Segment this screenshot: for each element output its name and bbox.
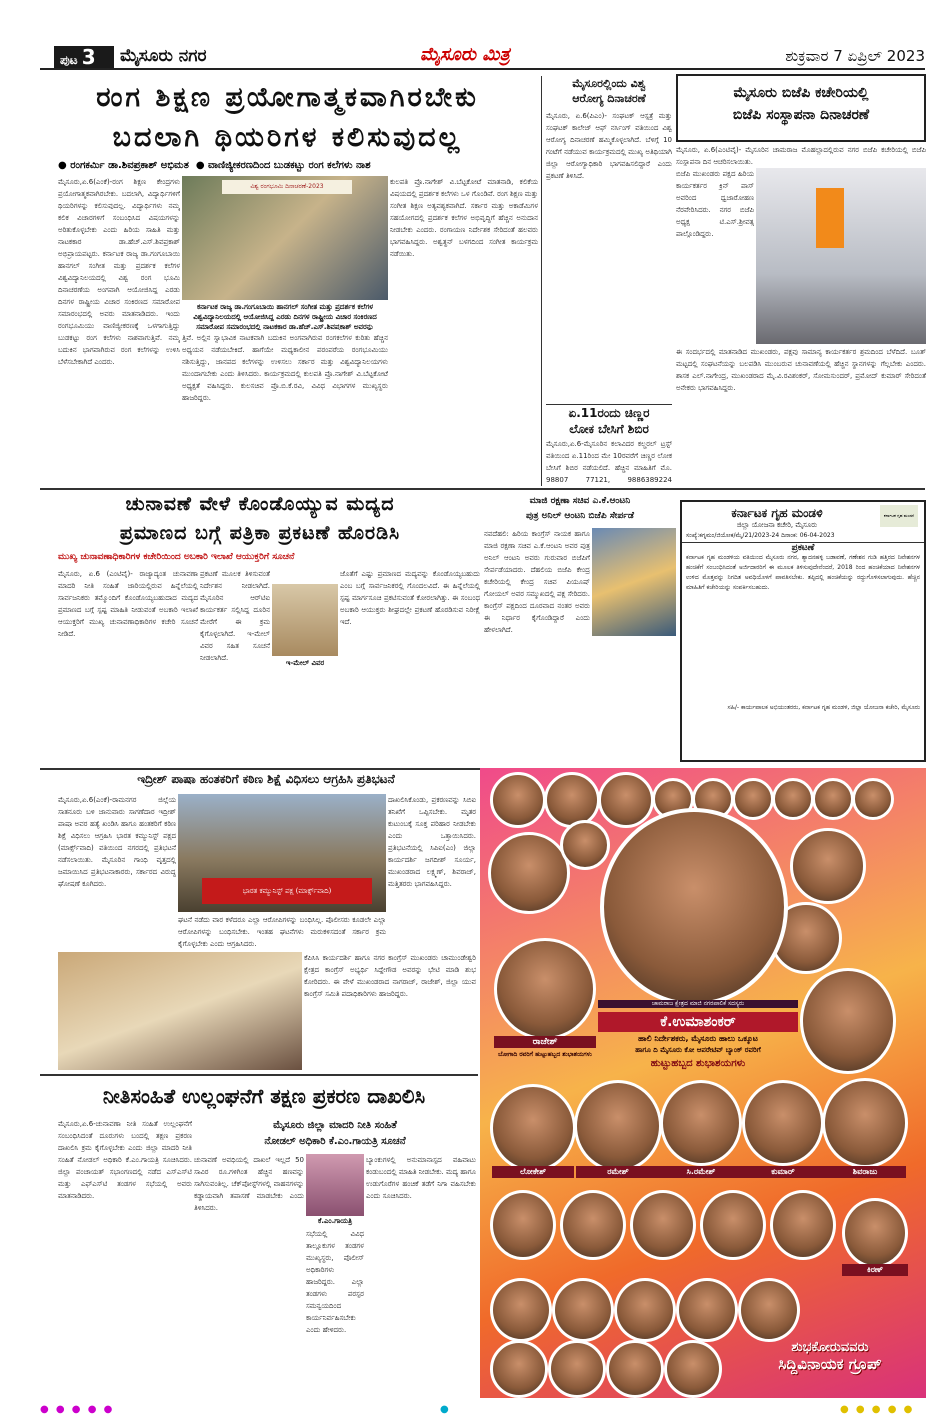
- leader-photo-10: [488, 832, 570, 914]
- leader-photo-11: [560, 820, 610, 870]
- liquor-column-2: ಪ್ರಕಟಣೆ ಮೂಲಕ ತಿಳಿಸುವಂತೆ ನಿರ್ದೇಶನ ನೀಡಲಾಗಿದೆ. ಮೈಸೂರಿನ ಆರ್‌ಟಿಐ ಕಾರ್ಯಕರ್ತ ಸಲ್ಲಿಸಿದ್ದ ದೂರಿನ ಮೇರೆಗೆ ಈ ಕ್ರಮ ಕೈಗೊಳ್ಳಲಾಗಿದೆ. ಇ-ಮೇಲ್ ವಿವರ ಸಹಿತ ಸೂಚನೆ ನೀಡಲಾಗಿದೆ.: [200, 570, 270, 662]
- bjp-intro: ಮೈಸೂರು, ಏ.6(ಎಂಟಿವೈ)- ಮೈಸೂರಿನ ಚಾಮರಾಜ ಮೊಹಲ್ಲಾದಲ್ಲಿರುವ ನಗರ ಬಿಜೆಪಿ ಕಚೇರಿಯಲ್ಲಿ ಬಿಜೆಪಿ ಸಂಸ್ಥಾಪನಾ ದಿನ ಆಚರಿಸಲಾಯಿತು.: [676, 146, 926, 166]
- housing-office: ಜಿಲ್ಲಾ ಯೋಜನಾ ಕಚೇರಿ, ಮೈಸೂರು: [736, 521, 818, 529]
- code-column-1: ಮೈಸೂರು,ಏ.6-ಚುನಾವಣಾ ನೀತಿ ಸಂಹಿತೆ ಉಲ್ಲಂಘನೆಗೆ ಸಂಬಂಧಿಸಿದಂತೆ ದೂರುಗಳು ಬಂದಲ್ಲಿ ತಕ್ಷಣ ಪ್ರಕರಣ ದಾಖಲಿಸಿ ಕ್ರಮ ಕೈಗೊಳ್ಳಬೇಕು ಎಂದು ಜಿಲ್ಲಾ ಮಾದರಿ ನೀತಿ ಸಂಹಿತೆ ನೋಡಲ್ ಅಧಿಕಾರಿ ಕೆ.ಎಂ.ಗಾಯತ್ರಿ ಸೂಚಿಸಿದರು. ಜಿಲ್ಲಾ ಪಂಚಾಯತ್ ಸಭಾಂಗಣದಲ್ಲಿ ನಡೆದ ಎಸ್‌ಎಸ್‌ಟಿ ಮತ್ತು ಎಫ್‌ಎಸ್‌ಟಿ ತಂಡಗಳ ಸಭೆಯಲ್ಲಿ ಅವರು ಮಾತನಾಡಿದರು.: [58, 1120, 192, 1200]
- lead-column-1: ಮೈಸೂರು,ಏ.6(ಎಂಕೆ)-ರಂಗ ಶಿಕ್ಷಣ ಕೇಂದ್ರಗಳು ಪ್ರಯೋಗಾತ್ಮಕವಾಗಿರಬೇಕು. ಬದಲಾಗಿ, ವಿದ್ಯಾರ್ಥಿಗಳಿಗೆ ಥಿಯರಿಗಳನ್ನು ಕಲಿಸುವುದಲ್ಲ. ವಿದ್ಯಾರ್ಥಿಗಳು ನಮ್ಮ ಕಲಿಕ ವಿಚಾರಗಳಿಗೆ ಸಂಬಂಧಿಸಿದ ವಿಷಯಗಳನ್ನು ಅರಿತುಕೊಳ್ಳಬೇಕು ಎಂದು ಹಿರಿಯ ಸಾಹಿತಿ ಮತ್ತು ನಾಟಕಕಾರ ಡಾ.ಹೆಚ್.ಎಸ್.ಶಿವಪ್ರಕಾಶ್ ಅಭಿಪ್ರಾಯಪಟ್ಟರು. ಕರ್ನಾಟಕ ರಾಜ್ಯ ಡಾ.ಗಂಗೂಬಾಯಿ ಹಾನಗಲ್ ಸಂಗೀತ ಮತ್ತು ಪ್ರದರ್ಶಕ ಕಲೆಗಳ ವಿಶ್ವವಿದ್ಯಾನಿಲಯದಲ್ಲಿ ವಿಶ್ವ ರಂಗ ಭೂಮಿ ದಿನಾಚರಣೆಯ ಅಂಗವಾಗಿ ಆಯೋಜಿಸಿದ್ದ ಎರಡು ದಿನಗಳ ರಾಷ್ಟ್ರೀಯ ವಿಚಾರ ಸಂಕಿರಣದ ಸಮಾರೋಪ ಸಮಾರಂಭದಲ್ಲಿ ಅವರು ಮಾತನಾಡಿದರು. ಇಂದು ರಂಗಭೂಮಿಯು ವಾಣಿಜ್ಯೀಕರಣಕ್ಕೆ ಒಳಗಾಗುತ್ತಿದ್ದು ಬುಡಕಟ್ಟು ರಂಗ ಕಲೆಗಳು ನಾಶವಾಗುತ್ತಿವೆ. ನಮ್ಮ ಬದುಕಿನ ಭಾಗವಾಗಿರುವ ರಂಗ ಕಲೆಗಳನ್ನು ಉಳಿಸಿ ಬೆಳೆಸಬೇಕಾಗಿದೆ ಎಂದರು.: [58, 178, 180, 366]
- protest-banner: ಭಾರತ ಕಮ್ಯುನಿಸ್ಟ್ ಪಕ್ಷ (ಮಾರ್ಕ್ಸ್‌ವಾದಿ): [202, 878, 372, 904]
- lokesh-name: ಲೋಕೇಶ್: [492, 1166, 574, 1178]
- c-ramesh-photo: [660, 1080, 742, 1166]
- supporter-photo-c1: [490, 1340, 548, 1398]
- leader-photo-1: [490, 772, 546, 828]
- c-ramesh-name: ಸಿ.ರಮೇಶ್: [660, 1166, 742, 1178]
- supporter-photo-right: [800, 968, 896, 1074]
- leader-photo-8: [812, 778, 854, 820]
- health-day-title: [546, 76, 672, 108]
- leader-photo-7: [772, 778, 814, 820]
- registration-marks-right: ● ● ● ● ●: [840, 1404, 915, 1415]
- main-person-name: ಕೆ.ಉಮಾಶಂಕರ್: [598, 1012, 798, 1032]
- birthday-advertisement: [480, 768, 926, 1398]
- protest-headline: ಇದ್ರೀಶ್ ಪಾಷಾ ಹಂತಕರಿಗೆ ಕಠಿಣ ಶಿಕ್ಷೆ ವಿಧಿಸಲು ಆಗ್ರಹಿಸಿ ಪ್ರತಿಭಟನೆ: [137, 772, 395, 786]
- supporter-photo-c3: [606, 1340, 664, 1398]
- bjp-title-line2: ಬಿಜೆಪಿ ಸಂಸ್ಥಾಪನಾ ದಿನಾಚರಣೆ: [732, 107, 870, 123]
- shivaraju-photo: [822, 1078, 908, 1168]
- protest-column-1: ಮೈಸೂರು,ಏ.6(ಎಂಕೆ)-ರಾಮನಗರ ಜಿಲ್ಲೆಯ ಸಾತನೂರು ಬಳಿ ಜಾನುವಾರು ಸಾಗಣೆದಾರ ಇದ್ರೀಶ್ ಪಾಷಾ ಅವರ ಹತ್ಯೆ ಖಂಡಿಸಿ ಹಾಗೂ ಹಂತಕರಿಗೆ ಕಠಿಣ ಶಿಕ್ಷೆ ವಿಧಿಸಲು ಆಗ್ರಹಿಸಿ ಭಾರತ ಕಮ್ಯುನಿಸ್ಟ್ ಪಕ್ಷದ (ಮಾರ್ಕ್ಸ್‌ವಾದಿ) ವತಿಯಿಂದ ನಗರದಲ್ಲಿ ಪ್ರತಿಭಟನೆ ನಡೆಸಲಾಯಿತು. ಮೈಸೂರಿನ ಗಾಂಧಿ ವೃತ್ತದಲ್ಲಿ ಜಮಾಯಿಸಿದ ಪ್ರತಿಭಟನಾಕಾರರು, ಸರ್ಕಾರದ ವಿರುದ್ಧ ಘೋಷಣೆ ಕೂಗಿದರು.: [58, 796, 176, 888]
- liquor-subhead: ಮುಖ್ಯ ಚುನಾವಣಾಧಿಕಾರಿಗಳ ಕಚೇರಿಯಿಂದ ಅಬಕಾರಿ ಇಲಾಖೆ ಆಯುಕ್ತರಿಗೆ ಸೂಚನೆ: [58, 552, 295, 562]
- protest-photo: [178, 794, 386, 912]
- leader-photo-2: [544, 772, 600, 828]
- kumar-photo: [742, 1080, 824, 1166]
- greeting-from-label: ಶುಭಕೋರುವವರು: [791, 1340, 869, 1355]
- lead-column-3: ಕುಲಪತಿ ಪ್ರೊ.ನಾಗೇಶ್ ವಿ.ಬೆಟ್ಟಕೋಟೆ ಮಾತನಾಡಿ, ಕಲಿಕೆಯ ವಿಷಯದಲ್ಲಿ ಪ್ರದರ್ಶಕ ಕಲೆಗಳು ಒಳ ಗೊಂಡಿವೆ. ರಂಗ ಶಿಕ್ಷಣ ಮತ್ತು ಸಂಗೀತ ಶಿಕ್ಷಣ ಅತ್ಯವಶ್ಯಕವಾಗಿದೆ. ಸರ್ಕಾರ ಮತ್ತು ಅಕಾಡೆಮಿಗಳ ಸಹಯೋಗದಲ್ಲಿ ಪ್ರದರ್ಶಕ ಕಲೆಗಳ ಅಭಿವೃದ್ಧಿಗೆ ಹೆಚ್ಚಿನ ಅನುದಾನ ನೀಡಬೇಕು ಎಂದರು. ರಂಗಾಯಣ ನಿರ್ದೇಶಕ ಸೇರಿದಂತೆ ಹಲವರು ಭಾಗವಹಿಸಿದ್ದರು. ಅಶ್ವತ್ಥನ್ ಬಳಗದಿಂದ ಸಂಗೀತ ಕಾರ್ಯಕ್ರಮ ನಡೆಯಿತು.: [390, 178, 538, 258]
- supporter-photo-a4: [700, 1190, 766, 1260]
- supporter-photo-a1: [490, 1190, 556, 1260]
- page-number-box: [54, 46, 114, 68]
- lead-sub1: ರಂಗಕರ್ಮಿ ಡಾ.ಶಿವಪ್ರಕಾಶ್ ಅಭಿಮತ: [70, 160, 189, 171]
- shivaraju-name: ಶಿವರಾಜು: [824, 1166, 906, 1178]
- rajesh-greeting: ಬೋಗಾದಿ ರವರಿಗೆ ಹುಟ್ಟುಹಬ್ಬದ ಶುಭಾಶಯಗಳು: [498, 1051, 592, 1058]
- supporter-photo-b5: [738, 1278, 800, 1342]
- camp-body: ಮೈಸೂರು,ಏ.6-ಮೈಸೂರಿನ ಕಲಾವಿದರ ಕಲ್ಚರಲ್ ಟ್ರಸ್ಟ್ ವತಿಯಿಂದ ಏ.11ರಿಂದ ಮೇ 10ರವರೆಗೆ ಚಿಣ್ಣರ ಲೋಕ ಬೇಸಿಗೆ ಶಿಬಿರ ನಡೆಯಲಿದೆ. ಹೆಚ್ಚಿನ ಮಾಹಿತಿಗೆ ಮೊ. 98807 77121, 9886389224: [546, 440, 672, 484]
- kpcc-body: ಕೆಪಿಸಿಸಿ ಕಾರ್ಯದರ್ಶಿ ಹಾಗೂ ನಗರ ಕಾಂಗ್ರೆಸ್ ಮುಖಂಡರು ಚಾಮುಂಡೇಶ್ವರಿ ಕ್ಷೇತ್ರದ ಕಾಂಗ್ರೆಸ್ ಅಭ್ಯರ್ಥಿ ಸಿದ್ದೇಗೌಡ ಅವರನ್ನು ಭೇಟಿ ಮಾಡಿ ಶುಭ ಕೋರಿದರು. ಈ ವೇಳೆ ಮುಖಂಡರಾದ ನಾಗರಾಜ್, ರಾಜೇಶ್, ಜಿಲ್ಲಾ ಯುವ ಕಾಂಗ್ರೆಸ್ ಸಮಿತಿ ಪದಾಧಿಕಾರಿಗಳು ಹಾಜರಿದ್ದರು.: [304, 954, 476, 998]
- ramesh-photo: [574, 1080, 662, 1172]
- lokesh-photo: [490, 1084, 576, 1172]
- masthead: ಮೈಸೂರು ಮಿತ್ರ: [420, 44, 510, 65]
- section-name: ಮೈಸೂರು ನಗರ: [120, 46, 207, 66]
- lead-photo-banner: ವಿಶ್ವ ರಂಗಭೂಮಿ ದಿನಾಚರಣೆ-2023: [222, 180, 352, 194]
- lead-sub2: ವಾಣಿಜ್ಯೀಕರಣದಿಂದ ಬುಡಕಟ್ಟು ರಂಗ ಕಲೆಗಳು ನಾಶ: [208, 160, 371, 171]
- lead-column-2: ತ್ತಿವೆ. ಅಲ್ಲಿನ ಸ್ವಾಭಾವಿಕ ನಾಟಕವಾಗಿ ಬದುಕಿನ ಅಂಗವಾಗಿರುವ ರಂಗಕಲೆಗಳ ಕುರಿತು ಹೆಚ್ಚಿನ ಅಧ್ಯಯನ ನಡೆಯಬೇಕಿದೆ. ಹಾಗೆಯೇ ಮಧ್ಯಕಾಲೀನ ಪರಂಪರೆಯ ರಂಗಭೂಮಿಯು ನಶಿಸುತ್ತಿದ್ದು, ಜಾನಪದ ಕಲೆಗಳನ್ನು ಉಳಿಸಲು ಸರ್ಕಾರ ಮತ್ತು ವಿಶ್ವವಿದ್ಯಾನಿಲಯಗಳು ಮುಂದಾಗಬೇಕು ಎಂದು ತಿಳಿಸಿದರು. ಕಾರ್ಯಕ್ರಮದಲ್ಲಿ ಕುಲಪತಿ ಪ್ರೊ.ನಾಗೇಶ್ ವಿ.ಬೆಟ್ಟಕೋಟೆ ಅಧ್ಯಕ್ಷತೆ ವಹಿಸಿದ್ದರು. ಕುಲಸಚಿವ ಪ್ರೊ.ಬಿ.ಕೆ.ರವಿ, ವಿವಿಧ ವಿಭಾಗಗಳ ಮುಖ್ಯಸ್ಥರು ಹಾಜರಿದ್ದರು.: [182, 334, 388, 402]
- liquor-photo-caption: ಇ-ಮೇಲ್ ವಿವರ: [285, 659, 325, 667]
- lead-headline-line1: ರಂಗ ಶಿಕ್ಷಣ ಪ್ರಯೋಗಾತ್ಮಕವಾಗಿರಬೇಕು: [96, 82, 479, 113]
- leader-photo-3: [598, 772, 654, 828]
- antony-title-line1: ಮಾಜಿ ರಕ್ಷಣಾ ಸಚಿವ ಎ.ಕೆ.ಆಂಟನಿ: [529, 496, 631, 506]
- lead-headline: [40, 78, 535, 164]
- lead-headline-line2: ಬದಲಾಗಿ ಥಿಯರಿಗಳ ಕಲಿಸುವುದಲ್ಲ: [112, 122, 463, 153]
- camp-title-line1: ಏ.11ರಂದು ಚಿಣ್ಣರ: [568, 406, 650, 420]
- ramesh-name: ರಮೇಶ್: [576, 1166, 660, 1178]
- code-headline: ನೀತಿಸಂಹಿತೆ ಉಲ್ಲಂಘನೆಗೆ ತಕ್ಷಣ ಪ್ರಕರಣ ದಾಖಲಿಸಿ: [102, 1084, 426, 1108]
- birthday-greeting: ಹುಟ್ಟುಹಬ್ಬದ ಶುಭಾಶಯಗಳು: [650, 1058, 746, 1069]
- antony-photo: [592, 528, 676, 636]
- main-role-line1: ಚಾಮರಾಜ ಕ್ಷೇತ್ರದ ಮಾಜಿ ನಗರಪಾಲಿಕೆ ಸದಸ್ಯರು: [598, 1000, 798, 1008]
- code-column-3: ಸಭೆಯಲ್ಲಿ ವಿವಿಧ ತಾಲ್ಲೂಕುಗಳ ತಂಡಗಳ ಮುಖ್ಯಸ್ಥರು, ಪೊಲೀಸ್ ಅಧಿಕಾರಿಗಳು ಹಾಜರಿದ್ದರು. ಎಲ್ಲಾ ತಂಡಗಳು ಪರಸ್ಪರ ಸಮನ್ವಯದಿಂದ ಕಾರ್ಯನಿರ್ವಹಿಸಬೇಕು ಎಂದು ಹೇಳಿದರು.: [306, 1230, 364, 1334]
- lead-photo-caption: ಕರ್ನಾಟಕ ರಾಜ್ಯ ಡಾ.ಗಂಗೂಬಾಯಿ ಹಾನಗಲ್ ಸಂಗೀತ ಮತ್ತು ಪ್ರದರ್ಶಕ ಕಲೆಗಳ ವಿಶ್ವವಿದ್ಯಾನಿಲಯದಲ್ಲಿ ಆಯೋಜಿಸಿದ್ದ ಎರಡು ದಿನಗಳ ರಾಷ್ಟ್ರೀಯ ವಿಚಾರ ಸಂಕಿರಣದ ಸಮಾರೋಪ ಸಮಾರಂಭದಲ್ಲಿ ನಾಟಕಕಾರ ಡಾ.ಹೆಚ್.ಎಸ್.ಶಿವಪ್ರಕಾಶ್ ಅವರನ್ನು: [193, 303, 377, 330]
- liquor-headline-line2: ಪ್ರಮಾಣದ ಬಗ್ಗೆ ಪತ್ರಿಕಾ ಪ್ರಕಟಣೆ ಹೊರಡಿಸಿ: [119, 522, 401, 544]
- code-photo: [306, 1154, 364, 1216]
- housing-title: ಕರ್ನಾಟಕ ಗೃಹ ಮಂಡಳಿ: [731, 506, 823, 520]
- housing-logo: ಕರ್ನಾಟಕ ಗೃಹ ಮಂಡಳಿ: [880, 505, 918, 527]
- protest-column-2: ದಾಖಲಿಸಿಕೊಂಡು, ಪ್ರಕರಣವನ್ನು ಸಿಬಿಐ ತನಿಖೆಗೆ ಒಪ್ಪಿಸಬೇಕು. ಮೃತರ ಕುಟುಂಬಕ್ಕೆ ಸೂಕ್ತ ಪರಿಹಾರ ನೀಡಬೇಕು ಎಂದು ಒತ್ತಾಯಿಸಿದರು. ಪ್ರತಿಭಟನೆಯಲ್ಲಿ ಸಿಪಿಐ(ಎಂ) ಜಿಲ್ಲಾ ಕಾರ್ಯದರ್ಶಿ ಜಗದೀಶ್ ಸೂರ್ಯ, ಮುಖಂಡರಾದ ಲಕ್ಷ್ಮಣ್, ಶಿವರಾಜ್, ಮತ್ತಿತರರು ಭಾಗವಹಿಸಿದ್ದರು.: [388, 796, 476, 888]
- bjp-title: [678, 82, 924, 126]
- housing-sign: ಸಹಿ/- ಕಾರ್ಯಪಾಲಕ ಅಭಿಯಂತರರು, ಕರ್ನಾಟಕ ಗೃಹ ಮಂಡಳಿ, ಜಿಲ್ಲಾ ಯೋಜನಾ ಕಚೇರಿ, ಮೈಸೂರು: [727, 704, 920, 711]
- flag-icon: [816, 188, 844, 248]
- kiran-name: ಕಿರಣ್: [842, 1264, 908, 1276]
- main-role-line2: ಹಾಲಿ ನಿರ್ದೇಶಕರು, ಮೈಸೂರು ಹಾಲು ಒಕ್ಕೂಟ: [638, 1034, 758, 1043]
- protest-column-3: ಘಟನೆ ನಡೆದು ವಾರ ಕಳೆದರೂ ಎಲ್ಲಾ ಆರೋಪಿಗಳನ್ನು ಬಂಧಿಸಿಲ್ಲ. ಪೊಲೀಸರು ಕೂಡಲೇ ಎಲ್ಲಾ ಆರೋಪಿಗಳನ್ನು ಬಂಧಿಸಬೇಕು. ಇಂತಹ ಘಟನೆಗಳು ಮರುಕಳಿಸದಂತೆ ಸರ್ಕಾರ ಕ್ರಮ ಕೈಗೊಳ್ಳಬೇಕು ಎಂದು ಆಗ್ರಹಿಸಿದರು.: [178, 916, 386, 948]
- leader-photo-12: [790, 828, 866, 904]
- antony-title-line2: ಪುತ್ರ ಅನಿಲ್ ಆಂಟನಿ ಬಿಜೆಪಿ ಸೇರ್ಪಡೆ: [526, 511, 634, 521]
- code-subhead-line2: ನೋಡಲ್ ಅಧಿಕಾರಿ ಕೆ.ಎಂ.ಗಾಯತ್ರಿ ಸೂಚನೆ: [264, 1136, 406, 1147]
- lead-photo: [182, 176, 388, 300]
- rajesh-photo: [494, 938, 596, 1040]
- antony-body: ನವದೆಹಲಿ: ಹಿರಿಯ ಕಾಂಗ್ರೆಸ್ ನಾಯಕ ಹಾಗೂ ಮಾಜಿ ರಕ್ಷಣಾ ಸಚಿವ ಎ.ಕೆ.ಆಂಟನಿ ಅವರ ಪುತ್ರ ಅನಿಲ್ ಆಂಟನಿ ಅವರು ಗುರುವಾರ ಬಿಜೆಪಿಗೆ ಸೇರ್ಪಡೆಯಾದರು. ದೆಹಲಿಯ ಬಿಜೆಪಿ ಕೇಂದ್ರ ಕಚೇರಿಯಲ್ಲಿ ಕೇಂದ್ರ ಸಚಿವ ಪಿಯೂಷ್ ಗೋಯಲ್ ಅವರ ಸಮ್ಮುಖದಲ್ಲಿ ಪಕ್ಷ ಸೇರಿದರು. ಕಾಂಗ್ರೆಸ್ ಪಕ್ಷದಿಂದ ದೂರವಾದ ನಂತರ ಅವರು ಈ ನಿರ್ಧಾರ ಕೈಗೊಂಡಿದ್ದಾರೆ ಎಂದು ಹೇಳಲಾಗಿದೆ.: [484, 530, 590, 634]
- supporter-photo-b1: [490, 1278, 552, 1342]
- supporter-photo-b3: [614, 1278, 676, 1342]
- supporter-photo-c2: [548, 1340, 606, 1398]
- housing-notice: [680, 500, 926, 762]
- kpcc-photo: [58, 952, 302, 1070]
- bjp-title-line1: ಮೈಸೂರು ಬಿಜೆಪಿ ಕಚೇರಿಯಲ್ಲಿ: [733, 85, 869, 101]
- liquor-column-1: ಮೈಸೂರು, ಏ.6 (ಎಂಟಿವೈ)- ರಾಜ್ಯಾದ್ಯಂತ ಚುನಾವಣಾ ಮಾದರಿ ನೀತಿ ಸಂಹಿತೆ ಜಾರಿಯಲ್ಲಿರುವ ಹಿನ್ನೆಲೆಯಲ್ಲಿ ಸಾರ್ವಜನಿಕರು ತಮ್ಮೊಂದಿಗೆ ಕೊಂಡೊಯ್ಯಬಹುದಾದ ಮದ್ಯದ ಪ್ರಮಾಣದ ಬಗ್ಗೆ ಸ್ಪಷ್ಟ ಮಾಹಿತಿ ನೀಡುವಂತೆ ಅಬಕಾರಿ ಇಲಾಖೆ ಆಯುಕ್ತರಿಗೆ ಮುಖ್ಯ ಚುನಾವಣಾಧಿಕಾರಿಗಳ ಕಚೇರಿ ಸೂಚನೆ ನೀಡಿದೆ.: [58, 570, 198, 638]
- antony-title: [484, 494, 676, 526]
- housing-notice-body: ಕರ್ನಾಟಕ ಗೃಹ ಮಂಡಳಿಯ ವತಿಯಿಂದ ಮೈಸೂರು ನಗರ, ಶ್ಯಾದನಹಳ್ಳಿ ಬಡಾವಣೆ, ಗಣೇಶನ ಗುಡಿ ಹತ್ತಿರದ ನಿವೇಶನಗಳ ಹಂಚಿಕೆಗೆ ಸಂಬಂಧಿಸಿದಂತೆ ಅರ್ಜಿದಾರರಿಗೆ ಈ ಮೂಲಕ ತಿಳಿಸುವುದೇನೆಂದರೆ, 2018 ರಿಂದ ಹಂಚಿಕೆಯಾದ ನಿವೇಶನಗಳ ಉಳಿದ ಮೊತ್ತವನ್ನು ನಿಗದಿತ ಅವಧಿಯೊಳಗೆ ಪಾವತಿಸಬೇಕು. ತಪ್ಪಿದಲ್ಲಿ ಹಂಚಿಕೆಯನ್ನು ರದ್ದುಗೊಳಿಸಲಾಗುವುದು. ಹೆಚ್ಚಿನ ಮಾಹಿತಿಗೆ ಕಚೇರಿಯನ್ನು ಸಂಪರ್ಕಿಸಬಹುದು.: [686, 554, 920, 591]
- housing-ref: ಸಂಖ್ಯೆ:ಕಗೃಮಂ/ಜಿಯೋಕ/ಮೈ/21/2023-24 ದಿನಾಂಕ: 06-04-2023: [682, 530, 924, 543]
- bjp-title-box: [676, 74, 926, 142]
- greeting-from-group: ಸಿದ್ದಿವಿನಾಯಕ ಗ್ರೂಪ್: [778, 1355, 882, 1373]
- camp-title-line2: ಲೋಕ ಬೇಸಿಗೆ ಶಿಬಿರ: [569, 422, 649, 436]
- health-day-title-line1: ಮೈಸೂರಲ್ಲಿಂದು ವಿಶ್ವ: [572, 77, 646, 90]
- leader-photo-9: [852, 778, 894, 820]
- lead-subheads: ● ರಂಗಕರ್ಮಿ ಡಾ.ಶಿವಪ್ರಕಾಶ್ ಅಭಿಮತ ● ವಾಣಿಜ್ಯೀಕರಣದಿಂದ ಬುಡಕಟ್ಟು ರಂಗ ಕಲೆಗಳು ನಾಶ: [58, 160, 371, 171]
- main-role-line3: ಹಾಗೂ ದಿ ಮೈಸೂರು ಕೋ ಆಪರೇಟಿವ್ ಬ್ಯಾಂಕ್ ರವರಿಗೆ: [635, 1046, 761, 1054]
- supporter-photo-a5: [770, 1190, 836, 1260]
- liquor-column-3: ಜೊತೆಗೆ ಎಷ್ಟು ಪ್ರಮಾಣದ ಮದ್ಯವನ್ನು ಕೊಂಡೊಯ್ಯಬಹುದು ಎಂಬ ಬಗ್ಗೆ ಸಾರ್ವಜನಿಕರಲ್ಲಿ ಗೊಂದಲವಿದೆ. ಈ ಹಿನ್ನೆಲೆಯಲ್ಲಿ ಸ್ಪಷ್ಟ ಮಾರ್ಗಸೂಚಿ ಪ್ರಕಟಿಸುವಂತೆ ಕೋರಲಾಗಿತ್ತು. ಈ ಸಂಬಂಧ ಅಬಕಾರಿ ಆಯುಕ್ತರು ಶೀಘ್ರದಲ್ಲೇ ಪ್ರಕಟಣೆ ಹೊರಡಿಸುವ ನಿರೀಕ್ಷೆ ಇದೆ.: [340, 570, 480, 626]
- kiran-photo: [842, 1198, 908, 1268]
- registration-marks-center: ●: [440, 1404, 451, 1415]
- supporter-photo-a2: [560, 1190, 626, 1260]
- leader-photo-6: [732, 778, 774, 820]
- page-label: ಪುಟ: [60, 53, 78, 67]
- page-number: 3: [81, 45, 96, 69]
- code-column-4: ಬ್ಯಾಂಕುಗಳಲ್ಲಿ ಅನುಮಾನಾಸ್ಪದ ವಹಿವಾಟು ಕಂಡುಬಂದಲ್ಲಿ ಮಾಹಿತಿ ನೀಡಬೇಕು. ಮದ್ಯ ಹಾಗೂ ಉಡುಗೊರೆಗಳ ಹಂಚಿಕೆ ತಡೆಗೆ ನಿಗಾ ವಹಿಸಬೇಕು ಎಂದು ಸೂಚಿಸಿದರು.: [366, 1156, 476, 1200]
- code-photo-caption: ಕೆ.ಎಂ.ಗಾಯತ್ರಿ: [317, 1217, 353, 1225]
- health-day-body: ಮೈಸೂರು, ಏ.6(ಪಿಎಂ)- ಸಂಘಟಕ್ ಆಸ್ಪತ್ರೆ ಮತ್ತು ಸಂಘಟಕ್ ಕಾಲೇಜ್ ಆಫ್ ನರ್ಸಿಂಗ್ ವತಿಯಿಂದ ವಿಶ್ವ ಆರೋಗ್ಯ ದಿನಾಚರಣೆ ಹಮ್ಮಿಕೊಳ್ಳಲಾಗಿದೆ. ಬೆಳಿಗ್ಗೆ 10 ಗಂಟೆಗೆ ನಡೆಯುವ ಕಾರ್ಯಕ್ರಮದಲ್ಲಿ ಮುಖ್ಯ ಅತಿಥಿಯಾಗಿ ಜಿಲ್ಲಾ ಆರೋಗ್ಯಾಧಿಕಾರಿ ಭಾಗವಹಿಸಲಿದ್ದಾರೆ ಎಂದು ಪ್ರಕಟಣೆ ತಿಳಿಸಿದೆ.: [546, 112, 672, 180]
- bjp-photo: [756, 168, 926, 344]
- health-day-title-line2: ಆರೋಗ್ಯ ದಿನಾಚರಣೆ: [572, 92, 646, 105]
- kumar-name: ಕುಮಾರ್: [742, 1166, 824, 1178]
- rajesh-name: ರಾಜೇಶ್: [494, 1036, 596, 1048]
- greeting-from: [742, 1340, 918, 1394]
- camp-title: [546, 404, 672, 436]
- supporter-photo-a3: [630, 1190, 696, 1260]
- main-person-photo: [600, 808, 788, 1006]
- bjp-body: ಈ ಸಂದರ್ಭದಲ್ಲಿ ಮಾತನಾಡಿದ ಮುಖಂಡರು, ಪಕ್ಷವು ಸಾಮಾನ್ಯ ಕಾರ್ಯಕರ್ತರ ಶ್ರಮದಿಂದ ಬೆಳೆದಿದೆ. ಬೂತ್ ಮಟ್ಟದಲ್ಲಿ ಸಂಘಟನೆಯನ್ನು ಬಲಪಡಿಸಿ ಮುಂಬರುವ ಚುನಾವಣೆಯಲ್ಲಿ ಹೆಚ್ಚಿನ ಸ್ಥಾನಗಳನ್ನು ಗೆಲ್ಲಬೇಕು ಎಂದರು. ಶಾಸಕ ಎಲ್.ನಾಗೇಂದ್ರ, ಮುಖಂಡರಾದ ಮೈ.ವಿ.ರವಿಶಂಕರ್, ಸೋಮಸುಂದರ್, ಪ್ರಮೋದ್ ಕುಮಾರ್ ಸೇರಿದಂತೆ ಅನೇಕರು ಭಾಗವಹಿಸಿದ್ದರು.: [676, 348, 926, 392]
- liquor-photo: [272, 584, 338, 656]
- supporter-photo-c4: [664, 1340, 722, 1398]
- issue-date: ಶುಕ್ರವಾರ 7 ಏಪ್ರಿಲ್ 2023: [785, 47, 925, 65]
- page-header: [40, 44, 925, 70]
- liquor-headline-line1: ಚುನಾವಣೆ ವೇಳೆ ಕೊಂಡೊಯ್ಯುವ ಮದ್ಯದ: [125, 493, 395, 515]
- registration-marks-left: ● ● ● ● ●: [40, 1404, 115, 1415]
- code-column-2: ಚುನಾವಣೆ ಅವಧಿಯಲ್ಲಿ ದಾಖಲೆ ಇಲ್ಲದೆ 50 ಸಾವಿರ ರೂ.ಗಳಿಗಿಂತ ಹೆಚ್ಚಿನ ಹಣವನ್ನು ಸಾಗಿಸುವಂತಿಲ್ಲ. ಚೆಕ್‌ಪೋಸ್ಟ್‌ಗಳಲ್ಲಿ ವಾಹನಗಳನ್ನು ಕಡ್ಡಾಯವಾಗಿ ತಪಾಸಣೆ ಮಾಡಬೇಕು ಎಂದು ತಿಳಿಸಿದರು.: [194, 1156, 304, 1212]
- housing-notice-title: ಪ್ರಕಟಣೆ: [791, 543, 815, 553]
- supporter-photo-b4: [676, 1278, 738, 1342]
- code-subhead: [194, 1118, 476, 1152]
- code-subhead-line1: ಮೈಸೂರು ಜಿಲ್ಲಾ ಮಾದರಿ ನೀತಿ ಸಂಹಿತೆ: [273, 1120, 397, 1131]
- supporter-photo-b2: [552, 1278, 614, 1342]
- bjp-side-text: ಬಿಜೆಪಿ ಮುಖಂಡರು ಪಕ್ಷದ ಹಿರಿಯ ಕಾರ್ಯಕರ್ತರ ಕ್ರಿನ್ ಪಾಸ್ ಅವರಿಂದ ಧ್ವಜಾರೋಹಣ ನೆರವೇರಿಸಿದರು. ನಗರ ಬಿಜೆಪಿ ಅಧ್ಯಕ್ಷ ಟಿ.ಎಸ್.ಶ್ರೀವತ್ಸ ಪಾಲ್ಗೊಂಡಿದ್ದರು.: [676, 170, 754, 238]
- liquor-headline: [40, 490, 480, 550]
